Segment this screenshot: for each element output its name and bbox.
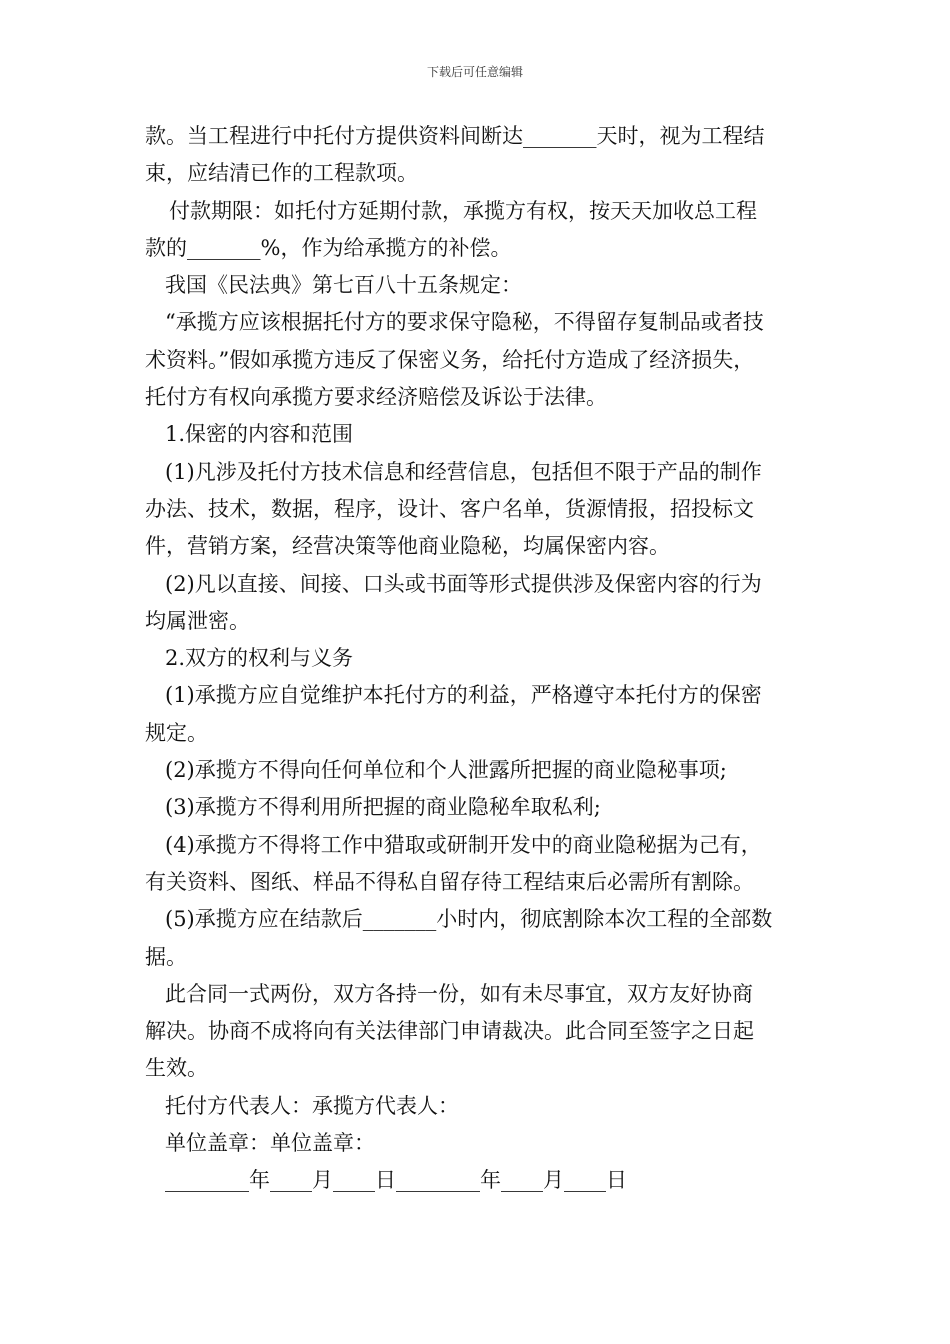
document-body: [145, 118, 815, 1200]
text-line: 款。当工程进行中托付方提供资料间断达_______天时，视为工程结: [145, 124, 765, 148]
text-line: (5)承揽方应在结款后_______小时内，彻底割除本次工程的全部数: [165, 907, 773, 932]
paragraph-quote: [145, 304, 815, 416]
text-line: 托付方有权向承揽方要求经济赔偿及诉讼于法律。: [145, 385, 607, 410]
clause-2-1: [145, 677, 815, 752]
text-line: 单位盖章：单位盖章：: [165, 1131, 375, 1156]
text-line: (1)凡涉及托付方技术信息和经营信息，包括但不限于产品的制作: [165, 459, 762, 484]
text-line: 件，营销方案，经营决策等他商业隐秘，均属保密内容。: [145, 534, 670, 559]
text-line: 托付方代表人：承揽方代表人：: [165, 1093, 459, 1118]
paragraph-payment-interruption: [145, 118, 815, 193]
text-line: (1)承揽方应自觉维护本托付方的利益，严格遵守本托付方的保密: [165, 683, 762, 708]
text-line: 付款期限：如托付方延期付款，承揽方有权，按天天加收总工程: [169, 198, 757, 223]
paragraph-copies: [145, 976, 815, 1088]
clause-2-4: [145, 827, 815, 902]
text-line: (3)承揽方不得利用所把握的商业隐秘牟取私利;: [165, 795, 601, 820]
text-line: (2)凡以直接、间接、口头或书面等形式提供涉及保密内容的行为: [165, 571, 762, 596]
text-line: 办法、技术，数据，程序，设计、客户名单，货源情报，招投标文: [145, 496, 754, 521]
signature-seals: [145, 1125, 815, 1162]
text-line: 2.双方的权利与义务: [165, 646, 354, 671]
text-line: 束，应结清已作的工程款项。: [145, 161, 418, 186]
section-heading-1: [145, 416, 815, 453]
text-line: (2)承揽方不得向任何单位和个人泄露所把握的商业隐秘事项;: [165, 758, 727, 783]
text-line: 此合同一式两份，双方各持一份，如有未尽事宜，双方友好协商: [165, 981, 753, 1006]
text-line: 解决。协商不成将向有关法律部门申请裁决。此合同至签字之日起: [145, 1019, 754, 1044]
text-line: (4)承揽方不得将工作中猎取或研制开发中的商业隐秘据为己有，: [165, 832, 762, 857]
page-header: 下载后可任意编辑: [426, 65, 523, 79]
text-line: “承揽方应该根据托付方的要求保守隐秘，不得留存复制品或者技: [165, 310, 764, 335]
clause-2-5: [145, 901, 815, 976]
paragraph-payment-deadline: [145, 193, 815, 268]
text-line: 据。: [145, 944, 187, 969]
signature-dates: [145, 1162, 815, 1199]
clause-2-2: [145, 752, 815, 789]
text-line: 1.保密的内容和范围: [165, 422, 354, 447]
signature-representatives: [145, 1088, 815, 1125]
clause-2-3: [145, 789, 815, 826]
section-heading-2: [145, 640, 815, 677]
clause-1-1: [145, 454, 815, 566]
text-line: 有关资料、图纸、样品不得私自留存待工程结束后必需所有割除。: [145, 869, 754, 894]
text-line: ________年____月____日________年____月____日: [165, 1168, 627, 1193]
text-line: 生效。: [145, 1056, 208, 1081]
text-line: 术资料。”假如承揽方违反了保密义务，给托付方造成了经济损失，: [145, 347, 755, 372]
text-line: 规定。: [145, 720, 208, 745]
text-line: 款的_______%，作为给承揽方的补偿。: [145, 235, 512, 260]
paragraph-civil-code: [145, 267, 815, 304]
clause-1-2: [145, 566, 815, 641]
text-line: 均属泄密。: [145, 608, 250, 633]
text-line: 我国《民法典》第七百八十五条规定：: [165, 273, 522, 298]
